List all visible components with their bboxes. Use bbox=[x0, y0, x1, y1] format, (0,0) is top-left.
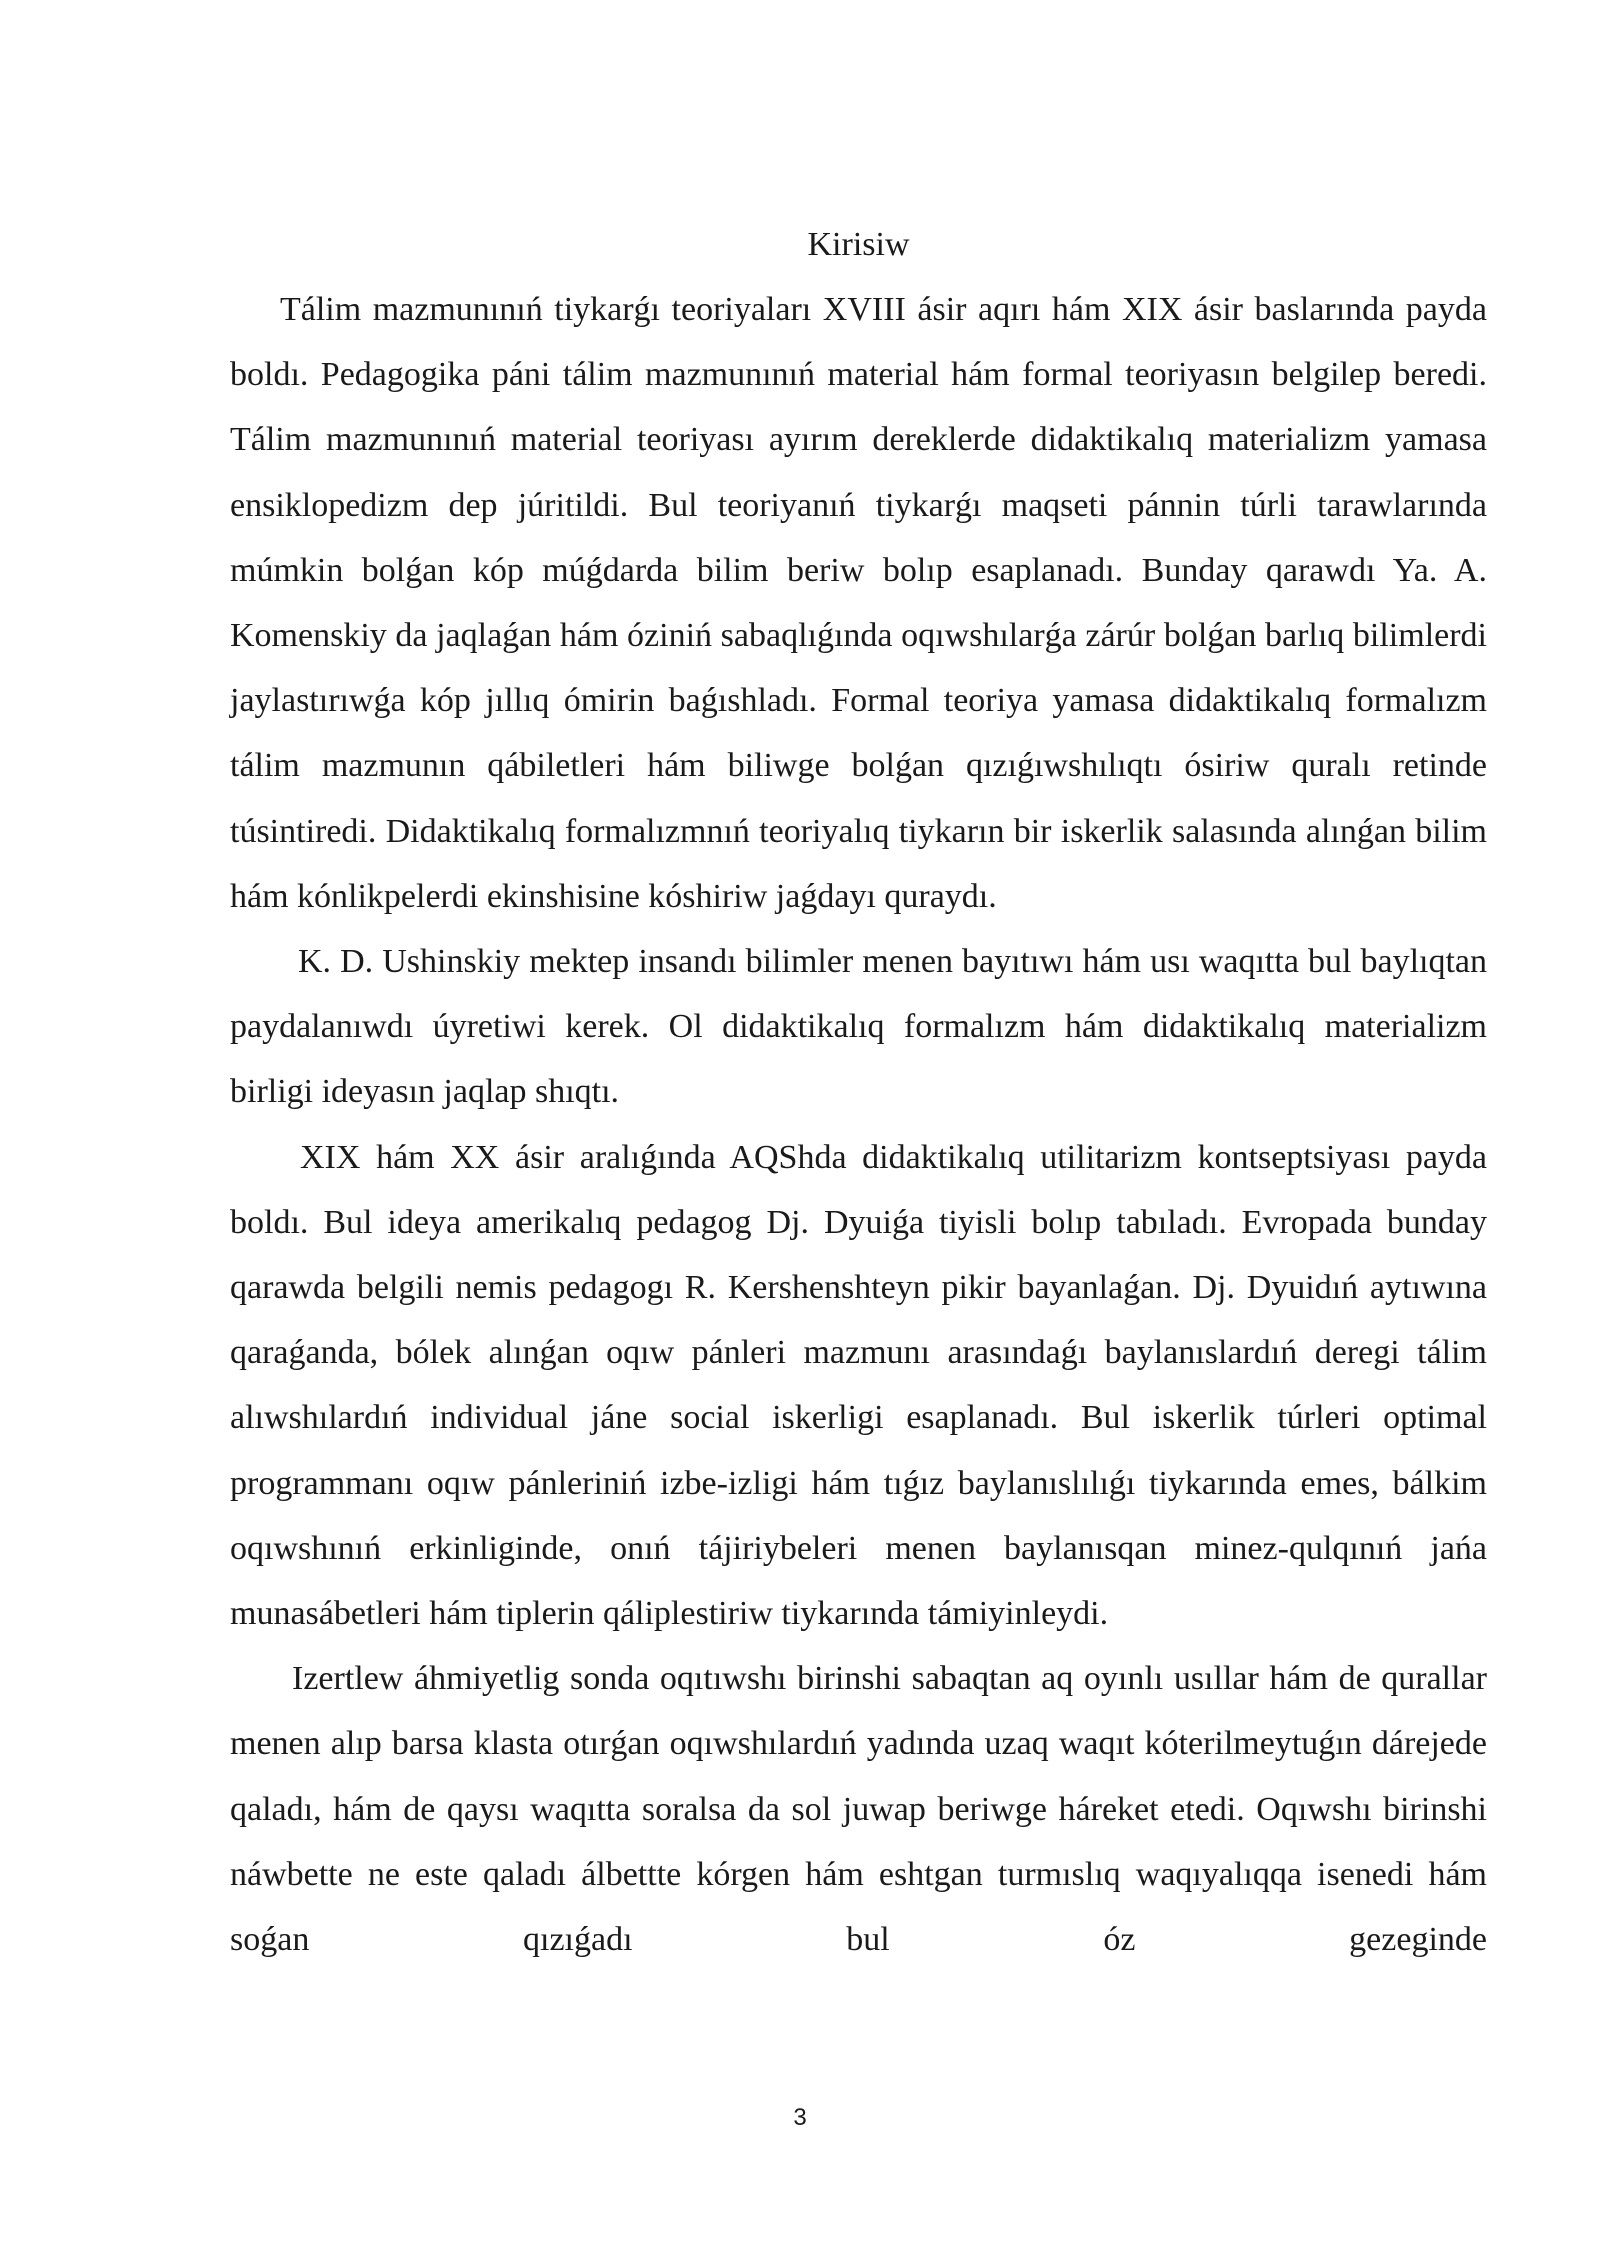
paragraph-1: Tálim mazmunınıń tiykarǵı teoriyaları XVIII ásir aqırı hám XIX ásir baslarında payda boldı. Pedagogika páni tálim mazmunınıń material hám formal teoriyasın belgilep beredi. Tálim mazmunınıń material teoriyası ayırım dereklerde didaktikalıq materializm yamasa ensiklopedizm dep júritildi. Bul teoriyanıń tiykarǵı maqseti pánnin túrli tarawlarında múmkin bolǵan kóp múǵdarda bilim beriw bolıp esaplanadı. Bunday qarawdı Ya. A. Komenskiy da jaqlaǵan hám óziniń sabaqlıǵında oqıwshılarǵa zárúr bolǵan barlıq bilimlerdi jaylastırıwǵa kóp jıllıq ómirin baǵıshladı. Formal teoriya yamasa didaktikalıq formalızm tálim mazmunın qábiletleri hám biliwge bolǵan qızıǵıwshılıqtı ósiriw quralı retinde túsintiredi. Didaktikalıq formalızmnıń teoriyalıq tiykarın bir iskerlik salasında alınǵan bilim hám kónlikpelerdi ekinshisine kóshiriw jaǵdayı quraydı. bbox=[230, 291, 1487, 915]
page-number: 3 bbox=[793, 2104, 807, 2131]
document-body bbox=[230, 212, 1487, 1972]
page-title: Kirisiw bbox=[807, 226, 910, 263]
paragraph-4: Izertlew áhmiyetlig sonda oqıtıwshı birinshi sabaqtan aq oyınlı usıllar hám de qurallar menen alıp barsa klasta otırǵan oqıwshılardıń yadında uzaq waqıt kóterilmeytuǵın dárejede qaladı, hám de qaysı waqıtta soralsa da sol juwap beriwge háreket etedi. Oqıwshı birinshi náwbette ne este qaladı álbettte kórgen hám eshtgan turmıslıq waqıyalıqqa isenedi hám soǵan qızıǵadı bul óz gezeginde bbox=[230, 1660, 1487, 1959]
paragraph-3: XIX hám XX ásir aralıǵında AQShda didaktikalıq utilitarizm kontseptsiyası payda boldı. Bul ideya amerikalıq pedagog Dj. Dyuiǵa tiyisli bolıp tabıladı. Evropada bunday qarawda belgili nemis pedagogı R. Kershenshteyn pikir bayanlaǵan. Dj. Dyuidıń aytıwına qaraǵanda, bólek alınǵan oqıw pánleri mazmunı arasındaǵı baylanıslardıń deregi tálim alıwshılardıń individual jáne social iskerligi esaplanadı. Bul iskerlik túrleri optimal programmanı oqıw pánleriniń izbe-izligi hám tıǵız baylanıslılıǵı tiykarında emes, bálkim oqıwshınıń erkinliginde, onıń tájiriybeleri menen baylanısqan minez-qulqınıń jańa munasábetleri hám tiplerin qáliplestiriw tiykarında támiyinleydi. bbox=[230, 1138, 1487, 1633]
paragraph-2: K. D. Ushinskiy mektep insandı bilimler menen bayıtıwı hám usı waqıtta bul baylıqtan paydalanıwdı úyretiwi kerek. Ol didaktikalıq formalızm hám didaktikalıq materializm birligi ideyasın jaqlap shıqtı. bbox=[230, 943, 1487, 1111]
